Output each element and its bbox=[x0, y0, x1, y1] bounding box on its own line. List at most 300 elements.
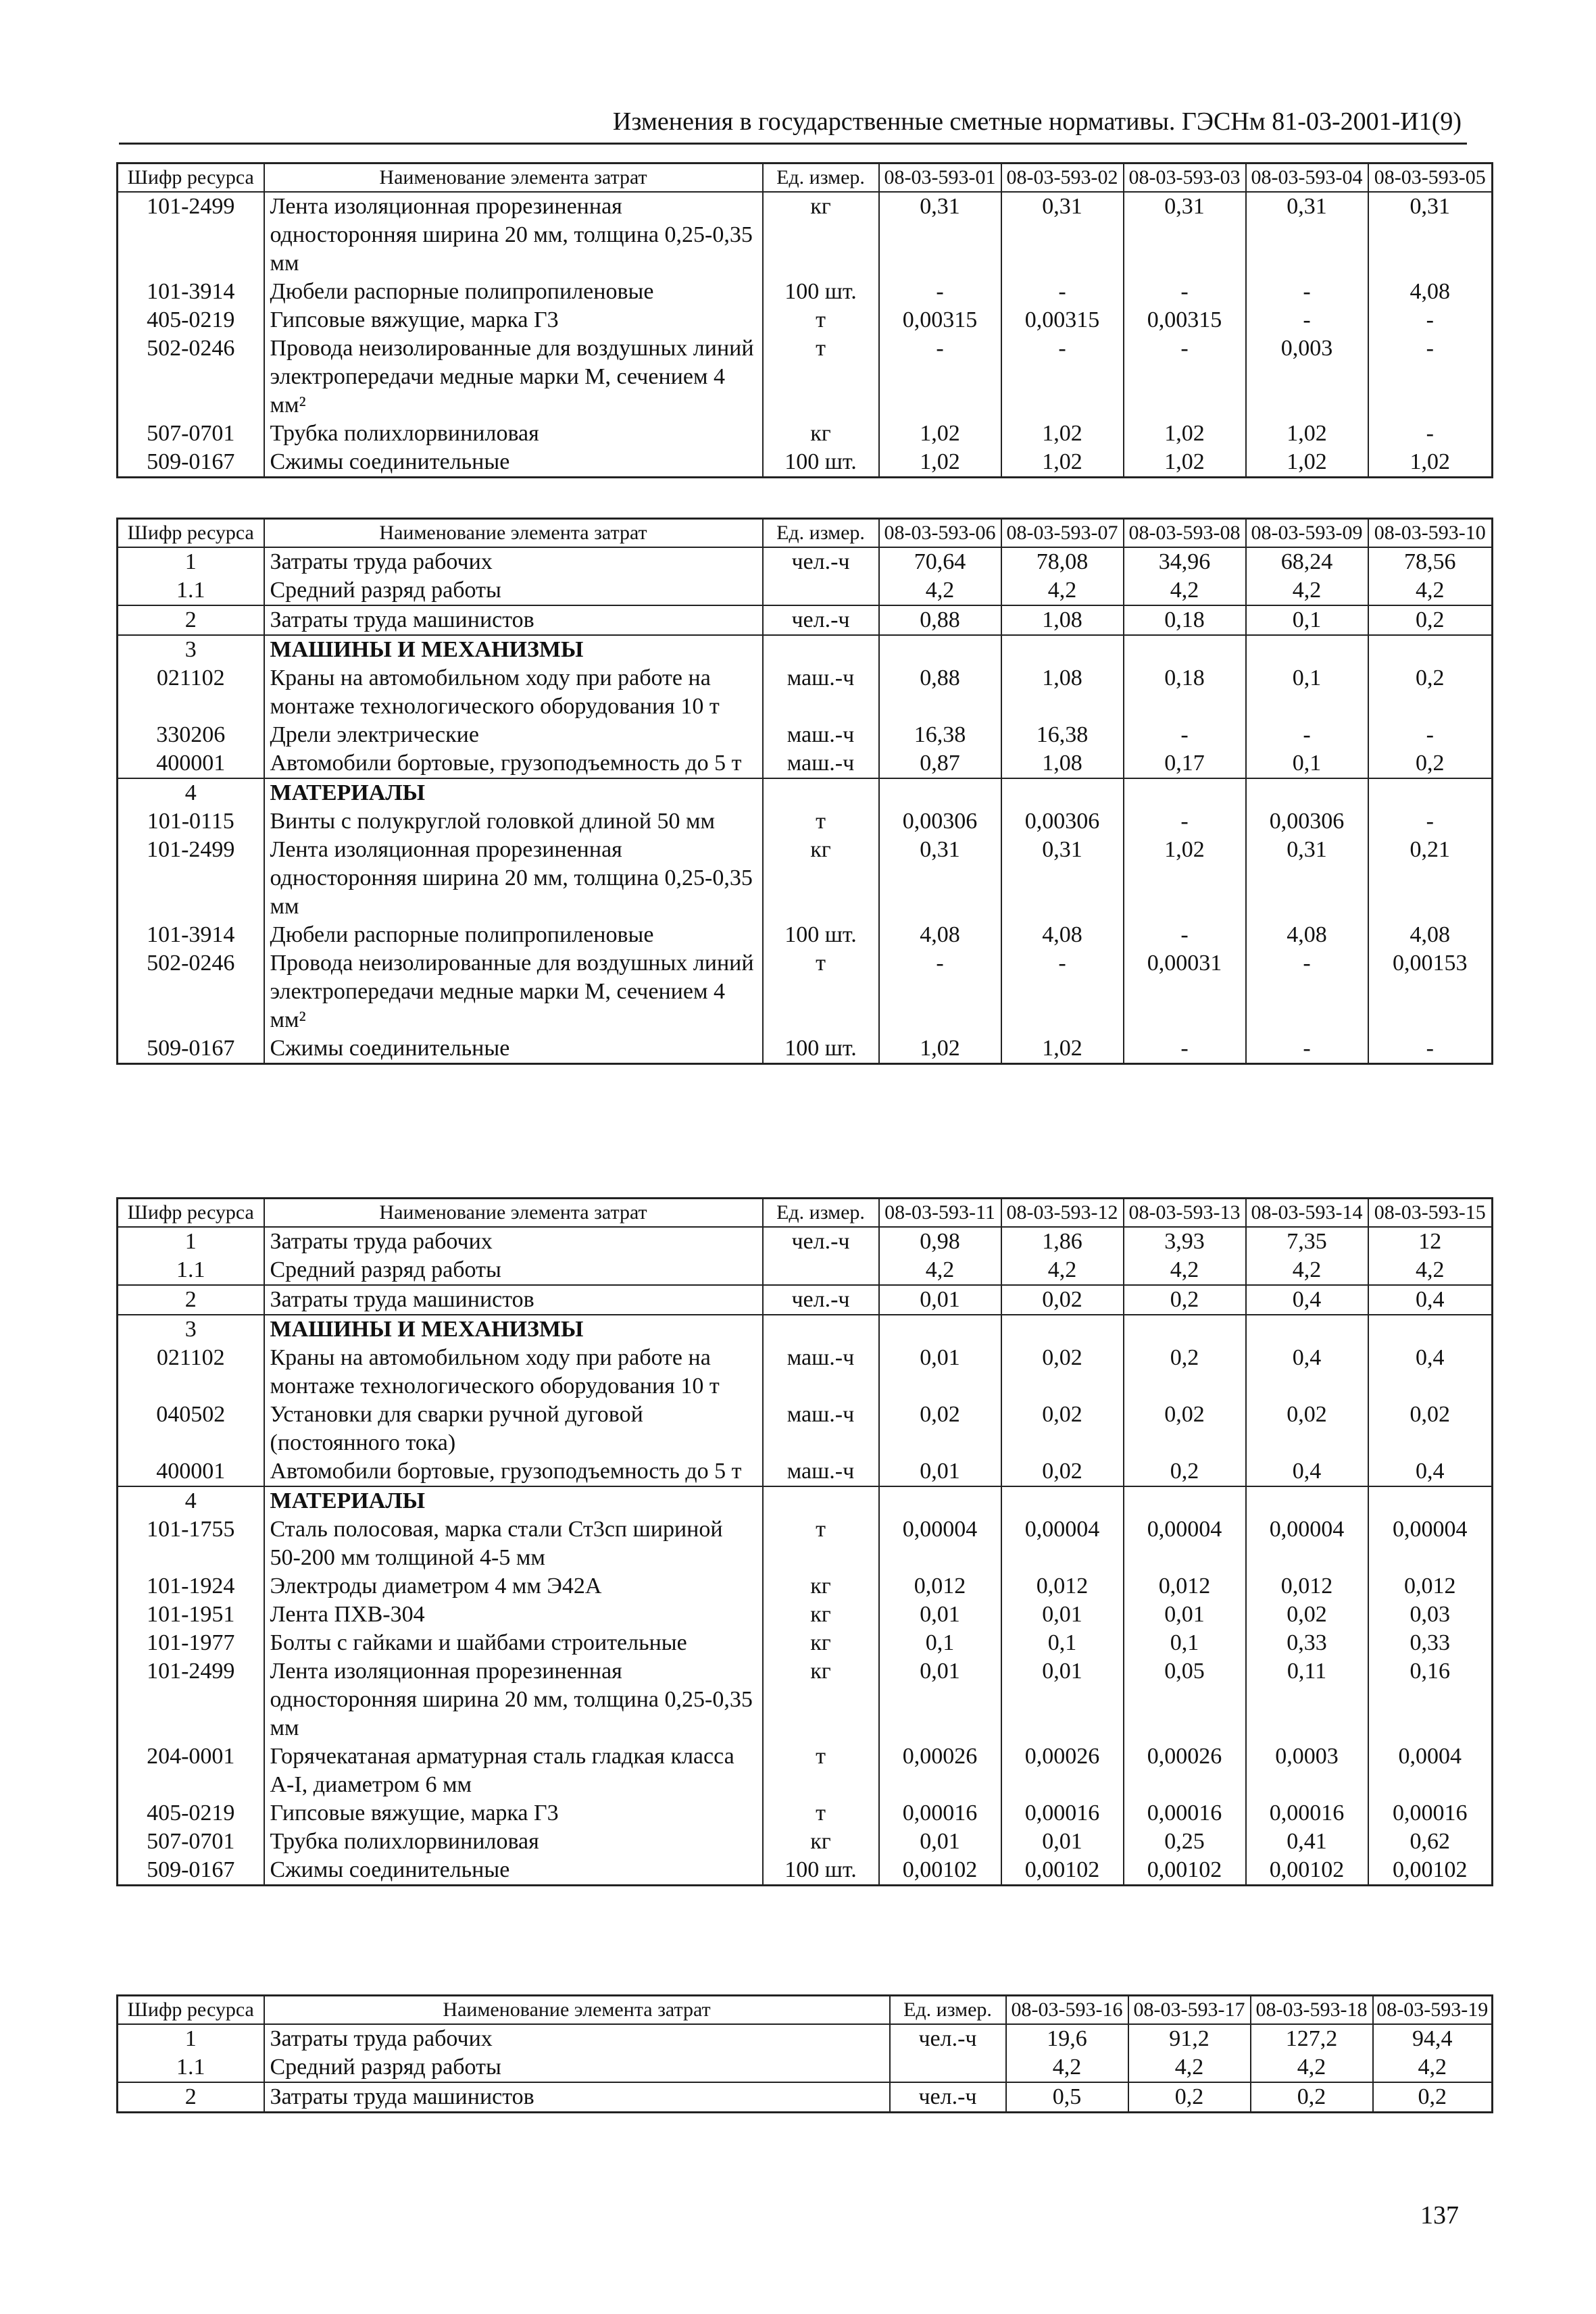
resource-code: 2 bbox=[118, 605, 264, 635]
norm-value bbox=[1368, 635, 1493, 664]
cost-element-name: Средний разряд работы bbox=[264, 1256, 763, 1285]
norm-value: 0,18 bbox=[1124, 664, 1246, 721]
norm-value: 78,56 bbox=[1368, 547, 1493, 576]
norm-value: 16,38 bbox=[1001, 721, 1124, 749]
table-row bbox=[118, 334, 1493, 420]
col-head-norm: 08-03-593-14 bbox=[1246, 1199, 1368, 1228]
col-head-unit: Ед. измер. bbox=[763, 519, 879, 548]
cost-element-name: МАШИНЫ И МЕХАНИЗМЫ bbox=[264, 635, 763, 664]
cost-element-name: Дюбели распорные полипропиленовые bbox=[264, 921, 763, 949]
table-header-row bbox=[118, 1996, 1493, 2025]
norm-value: 0,98 bbox=[879, 1227, 1001, 1256]
norm-value: - bbox=[1124, 278, 1246, 306]
table-row bbox=[118, 1315, 1493, 1344]
norm-value: 0,00016 bbox=[1368, 1799, 1493, 1828]
cost-element-name: Установки для сварки ручной дуговой (постоянного тока) bbox=[264, 1401, 763, 1457]
norm-value: - bbox=[1368, 334, 1493, 420]
norm-value: 1,02 bbox=[1246, 448, 1368, 478]
norms-table-3 bbox=[116, 1197, 1493, 1886]
norm-value: 0,01 bbox=[1001, 1601, 1124, 1629]
resource-code: 101-1977 bbox=[118, 1629, 264, 1657]
norm-value: 0,02 bbox=[1246, 1601, 1368, 1629]
norm-value: - bbox=[879, 949, 1001, 1034]
norm-value: 1,02 bbox=[1001, 1034, 1124, 1064]
col-head-norm: 08-03-593-18 bbox=[1251, 1996, 1373, 2025]
norm-value: 0,00004 bbox=[879, 1515, 1001, 1572]
col-head-name: Наименование элемента затрат bbox=[264, 164, 763, 193]
cost-element-name: Трубка полихлорвиниловая bbox=[264, 420, 763, 448]
norm-value: 16,38 bbox=[879, 721, 1001, 749]
norm-value: 0,01 bbox=[879, 1828, 1001, 1856]
norm-value: 0,00306 bbox=[1001, 807, 1124, 836]
norm-value: 0,88 bbox=[879, 605, 1001, 635]
norm-value: 0,003 bbox=[1246, 334, 1368, 420]
norm-value: 4,2 bbox=[1246, 1256, 1368, 1285]
resource-code: 400001 bbox=[118, 749, 264, 778]
norm-value bbox=[879, 778, 1001, 807]
unit bbox=[763, 1315, 879, 1344]
norm-value: 0,4 bbox=[1246, 1344, 1368, 1401]
table-row bbox=[118, 576, 1493, 605]
norm-value: 1,02 bbox=[1001, 448, 1124, 478]
cost-element-name: МАШИНЫ И МЕХАНИЗМЫ bbox=[264, 1315, 763, 1344]
norm-value: 0,01 bbox=[1124, 1601, 1246, 1629]
cost-element-name: Гипсовые вяжущие, марка Г3 bbox=[264, 306, 763, 334]
norm-value: 3,93 bbox=[1124, 1227, 1246, 1256]
cost-element-name: Провода неизолированные для воздушных линий электропередачи медные марки М, сечением 4 мм² bbox=[264, 334, 763, 420]
norm-value: - bbox=[879, 334, 1001, 420]
resource-code: 502-0246 bbox=[118, 334, 264, 420]
unit: кг bbox=[763, 1629, 879, 1657]
table-row bbox=[118, 192, 1493, 278]
norm-value: - bbox=[1124, 1034, 1246, 1064]
cost-element-name: Затраты труда машинистов bbox=[264, 605, 763, 635]
norm-value: 0,02 bbox=[1368, 1401, 1493, 1457]
unit: чел.-ч bbox=[890, 2024, 1006, 2053]
norm-value: 0,00026 bbox=[879, 1742, 1001, 1799]
table-row bbox=[118, 1601, 1493, 1629]
norm-value: 0,1 bbox=[879, 1629, 1001, 1657]
norm-value: 0,02 bbox=[879, 1401, 1001, 1457]
norm-value: 0,00016 bbox=[1001, 1799, 1124, 1828]
norm-value: 0,21 bbox=[1368, 836, 1493, 921]
norm-value: 0,00004 bbox=[1001, 1515, 1124, 1572]
col-head-norm: 08-03-593-13 bbox=[1124, 1199, 1246, 1228]
table-row bbox=[118, 1344, 1493, 1401]
resource-code: 4 bbox=[118, 1486, 264, 1515]
norm-value: 0,2 bbox=[1128, 2082, 1251, 2113]
norm-value: 0,00153 bbox=[1368, 949, 1493, 1034]
norm-value: 0,2 bbox=[1373, 2082, 1493, 2113]
unit: маш.-ч bbox=[763, 1401, 879, 1457]
col-head-norm: 08-03-593-16 bbox=[1006, 1996, 1128, 2025]
norm-value: - bbox=[1124, 921, 1246, 949]
norm-value: - bbox=[1368, 420, 1493, 448]
norm-value: 70,64 bbox=[879, 547, 1001, 576]
resource-code: 507-0701 bbox=[118, 420, 264, 448]
norm-value: 0,33 bbox=[1368, 1629, 1493, 1657]
norm-value bbox=[1001, 1486, 1124, 1515]
table-row bbox=[118, 721, 1493, 749]
norm-value: 0,2 bbox=[1368, 605, 1493, 635]
table-row bbox=[118, 635, 1493, 664]
norm-value: 0,4 bbox=[1246, 1285, 1368, 1315]
norm-value: 4,2 bbox=[1124, 1256, 1246, 1285]
norm-value: - bbox=[1368, 306, 1493, 334]
norm-value: 0,5 bbox=[1006, 2082, 1128, 2113]
unit bbox=[890, 2053, 1006, 2082]
norm-value: 34,96 bbox=[1124, 547, 1246, 576]
norm-value: - bbox=[1246, 1034, 1368, 1064]
col-head-norm: 08-03-593-15 bbox=[1368, 1199, 1493, 1228]
resource-code: 204-0001 bbox=[118, 1742, 264, 1799]
unit: кг bbox=[763, 192, 879, 278]
unit: маш.-ч bbox=[763, 664, 879, 721]
resource-code: 3 bbox=[118, 1315, 264, 1344]
unit: т bbox=[763, 949, 879, 1034]
norm-value bbox=[1246, 778, 1368, 807]
norm-value: 0,00026 bbox=[1124, 1742, 1246, 1799]
norm-value: 0,2 bbox=[1251, 2082, 1373, 2113]
unit: т bbox=[763, 1742, 879, 1799]
table-row bbox=[118, 1657, 1493, 1742]
resource-code: 021102 bbox=[118, 664, 264, 721]
cost-element-name: Затраты труда рабочих bbox=[264, 547, 763, 576]
cost-element-name: Провода неизолированные для воздушных линий электропередачи медные марки М, сечением 4 мм² bbox=[264, 949, 763, 1034]
norm-value: 0,00315 bbox=[1124, 306, 1246, 334]
norm-value: 0,00102 bbox=[1368, 1856, 1493, 1886]
norm-value: 1,02 bbox=[1368, 448, 1493, 478]
col-head-norm: 08-03-593-12 bbox=[1001, 1199, 1124, 1228]
norm-value: 0,11 bbox=[1246, 1657, 1368, 1742]
norm-value: 0,4 bbox=[1368, 1457, 1493, 1486]
resource-code: 1.1 bbox=[118, 2053, 264, 2082]
norm-value: 4,08 bbox=[1368, 278, 1493, 306]
norm-value: 0,00102 bbox=[1246, 1856, 1368, 1886]
norm-value: 0,02 bbox=[1001, 1457, 1124, 1486]
unit: 100 шт. bbox=[763, 1856, 879, 1886]
norm-value: 0,2 bbox=[1124, 1457, 1246, 1486]
unit: т bbox=[763, 1515, 879, 1572]
table-row bbox=[118, 1742, 1493, 1799]
table-row bbox=[118, 278, 1493, 306]
norm-value: 0,2 bbox=[1368, 749, 1493, 778]
table-row bbox=[118, 306, 1493, 334]
table-row bbox=[118, 921, 1493, 949]
cost-element-name: Лента ПХВ-304 bbox=[264, 1601, 763, 1629]
resource-code: 2 bbox=[118, 1285, 264, 1315]
resource-code: 1.1 bbox=[118, 1256, 264, 1285]
unit: маш.-ч bbox=[763, 1344, 879, 1401]
cost-element-name: Трубка полихлорвиниловая bbox=[264, 1828, 763, 1856]
norm-value: 127,2 bbox=[1251, 2024, 1373, 2053]
resource-code: 1 bbox=[118, 1227, 264, 1256]
unit: чел.-ч bbox=[763, 1285, 879, 1315]
unit: т bbox=[763, 807, 879, 836]
norm-value: - bbox=[1001, 334, 1124, 420]
resource-code: 4 bbox=[118, 778, 264, 807]
resource-code: 502-0246 bbox=[118, 949, 264, 1034]
norm-value: - bbox=[1124, 721, 1246, 749]
norm-value: 0,03 bbox=[1368, 1601, 1493, 1629]
norms-table-2 bbox=[116, 518, 1493, 1065]
norm-value: 0,00004 bbox=[1246, 1515, 1368, 1572]
table-row bbox=[118, 1856, 1493, 1886]
resource-code: 101-2499 bbox=[118, 192, 264, 278]
cost-element-name: Лента изоляционная прорезиненная односторонняя ширина 20 мм, толщина 0,25-0,35 мм bbox=[264, 836, 763, 921]
unit bbox=[763, 635, 879, 664]
unit: маш.-ч bbox=[763, 721, 879, 749]
cost-element-name: Горячекатаная арматурная сталь гладкая класса А-I, диаметром 6 мм bbox=[264, 1742, 763, 1799]
col-head-norm: 08-03-593-07 bbox=[1001, 519, 1124, 548]
unit: 100 шт. bbox=[763, 921, 879, 949]
norm-value: - bbox=[1368, 721, 1493, 749]
table-row bbox=[118, 1457, 1493, 1486]
norm-value: 4,2 bbox=[1001, 1256, 1124, 1285]
resource-code: 101-3914 bbox=[118, 921, 264, 949]
table-row bbox=[118, 1401, 1493, 1457]
norm-value bbox=[1246, 635, 1368, 664]
norm-value: 4,2 bbox=[1246, 576, 1368, 605]
norm-value: - bbox=[1001, 278, 1124, 306]
norm-value: 0,01 bbox=[1001, 1657, 1124, 1742]
unit: маш.-ч bbox=[763, 1457, 879, 1486]
cost-element-name: Средний разряд работы bbox=[264, 2053, 890, 2082]
resource-code: 509-0167 bbox=[118, 448, 264, 478]
norm-value: 0,02 bbox=[1001, 1344, 1124, 1401]
cost-element-name: Краны на автомобильном ходу при работе на монтаже технологического оборудования 10 т bbox=[264, 664, 763, 721]
norm-value: 68,24 bbox=[1246, 547, 1368, 576]
norm-value: 0,00004 bbox=[1368, 1515, 1493, 1572]
norm-value: 0,01 bbox=[879, 1657, 1001, 1742]
norm-value: 4,2 bbox=[1368, 576, 1493, 605]
norm-value: 94,4 bbox=[1373, 2024, 1493, 2053]
unit: кг bbox=[763, 1601, 879, 1629]
norm-value: 0,012 bbox=[879, 1572, 1001, 1601]
resource-code: 1.1 bbox=[118, 576, 264, 605]
norm-value: 0,62 bbox=[1368, 1828, 1493, 1856]
norm-value: 0,31 bbox=[1368, 192, 1493, 278]
norm-value: 4,2 bbox=[879, 576, 1001, 605]
col-head-norm: 08-03-593-06 bbox=[879, 519, 1001, 548]
resource-code: 1 bbox=[118, 2024, 264, 2053]
norm-value: 1,02 bbox=[879, 420, 1001, 448]
norm-value: - bbox=[1246, 278, 1368, 306]
norm-value: - bbox=[1124, 334, 1246, 420]
norm-value: 0,88 bbox=[879, 664, 1001, 721]
norm-value: 0,00026 bbox=[1001, 1742, 1124, 1799]
norm-value bbox=[1001, 1315, 1124, 1344]
norm-value: 4,08 bbox=[879, 921, 1001, 949]
cost-element-name: Сжимы соединительные bbox=[264, 1856, 763, 1886]
col-head-name: Наименование элемента затрат bbox=[264, 1199, 763, 1228]
norm-value: - bbox=[1368, 1034, 1493, 1064]
norm-value: 0,1 bbox=[1246, 664, 1368, 721]
resource-code: 2 bbox=[118, 2082, 264, 2113]
norms-table-1 bbox=[116, 162, 1493, 478]
norm-value: 0,00102 bbox=[1001, 1856, 1124, 1886]
unit: кг bbox=[763, 1572, 879, 1601]
col-head-name: Наименование элемента затрат bbox=[264, 519, 763, 548]
norm-value: 0,00102 bbox=[1124, 1856, 1246, 1886]
norm-value: 4,2 bbox=[879, 1256, 1001, 1285]
table-row bbox=[118, 836, 1493, 921]
norm-value: - bbox=[879, 278, 1001, 306]
resource-code: 3 bbox=[118, 635, 264, 664]
unit: т bbox=[763, 306, 879, 334]
cost-element-name: Гипсовые вяжущие, марка Г3 bbox=[264, 1799, 763, 1828]
unit: 100 шт. bbox=[763, 278, 879, 306]
norm-value: 1,02 bbox=[1124, 420, 1246, 448]
norm-value: 0,2 bbox=[1124, 1344, 1246, 1401]
norm-value: 0,1 bbox=[1246, 749, 1368, 778]
col-head-code: Шифр ресурса bbox=[118, 164, 264, 193]
unit bbox=[763, 1256, 879, 1285]
col-head-norm: 08-03-593-01 bbox=[879, 164, 1001, 193]
col-head-unit: Ед. измер. bbox=[890, 1996, 1006, 2025]
norm-value: 0,00016 bbox=[1246, 1799, 1368, 1828]
norm-value: 1,08 bbox=[1001, 605, 1124, 635]
norm-value: 0,012 bbox=[1001, 1572, 1124, 1601]
norm-value: 0,31 bbox=[1001, 192, 1124, 278]
page-number: 137 bbox=[1420, 2201, 1459, 2230]
table-row bbox=[118, 1572, 1493, 1601]
cost-element-name: Лента изоляционная прорезиненная односторонняя ширина 20 мм, толщина 0,25-0,35 мм bbox=[264, 192, 763, 278]
norm-value: 1,08 bbox=[1001, 664, 1124, 721]
norm-value: 0,2 bbox=[1368, 664, 1493, 721]
col-head-norm: 08-03-593-11 bbox=[879, 1199, 1001, 1228]
norm-value bbox=[879, 1486, 1001, 1515]
norm-value: 0,01 bbox=[1001, 1828, 1124, 1856]
table-row bbox=[118, 1515, 1493, 1572]
resource-code: 507-0701 bbox=[118, 1828, 264, 1856]
norm-value: 0,00102 bbox=[879, 1856, 1001, 1886]
resource-code: 509-0167 bbox=[118, 1034, 264, 1064]
norm-value: 4,2 bbox=[1006, 2053, 1128, 2082]
resource-code: 330206 bbox=[118, 721, 264, 749]
cost-element-name: Автомобили бортовые, грузоподъемность до 5 т bbox=[264, 749, 763, 778]
table-row bbox=[118, 605, 1493, 635]
norm-value: 91,2 bbox=[1128, 2024, 1251, 2053]
table-row bbox=[118, 749, 1493, 778]
norm-value: 1,02 bbox=[879, 448, 1001, 478]
norm-value: 0,4 bbox=[1246, 1457, 1368, 1486]
norm-value: 0,87 bbox=[879, 749, 1001, 778]
table-row bbox=[118, 1256, 1493, 1285]
norm-value: 0,05 bbox=[1124, 1657, 1246, 1742]
norm-value: 0,31 bbox=[1124, 192, 1246, 278]
norm-value: 4,2 bbox=[1124, 576, 1246, 605]
table-row bbox=[118, 778, 1493, 807]
table-header-row bbox=[118, 164, 1493, 193]
norm-value: 0,31 bbox=[1246, 836, 1368, 921]
table-row bbox=[118, 448, 1493, 478]
norm-value: 4,08 bbox=[1001, 921, 1124, 949]
cost-element-name: Краны на автомобильном ходу при работе на монтаже технологического оборудования 10 т bbox=[264, 1344, 763, 1401]
cost-element-name: Электроды диаметром 4 мм Э42А bbox=[264, 1572, 763, 1601]
cost-element-name: Средний разряд работы bbox=[264, 576, 763, 605]
col-head-norm: 08-03-593-04 bbox=[1246, 164, 1368, 193]
col-head-code: Шифр ресурса bbox=[118, 1996, 264, 2025]
resource-code: 040502 bbox=[118, 1401, 264, 1457]
table-row bbox=[118, 1828, 1493, 1856]
cost-element-name: Автомобили бортовые, грузоподъемность до 5 т bbox=[264, 1457, 763, 1486]
resource-code: 1 bbox=[118, 547, 264, 576]
resource-code: 101-2499 bbox=[118, 836, 264, 921]
norm-value bbox=[1124, 1315, 1246, 1344]
cost-element-name: МАТЕРИАЛЫ bbox=[264, 778, 763, 807]
norm-value: 0,17 bbox=[1124, 749, 1246, 778]
resource-code: 101-1755 bbox=[118, 1515, 264, 1572]
table-row bbox=[118, 2053, 1493, 2082]
norm-value: 4,08 bbox=[1246, 921, 1368, 949]
norm-value: 4,2 bbox=[1373, 2053, 1493, 2082]
table-row bbox=[118, 1486, 1493, 1515]
norm-value: 1,02 bbox=[1124, 448, 1246, 478]
norm-value: 0,01 bbox=[879, 1344, 1001, 1401]
norm-value: 0,02 bbox=[1246, 1401, 1368, 1457]
norm-value bbox=[1001, 778, 1124, 807]
norm-value: 0,25 bbox=[1124, 1828, 1246, 1856]
norm-value: 4,2 bbox=[1128, 2053, 1251, 2082]
norm-value bbox=[879, 635, 1001, 664]
norm-value: 1,02 bbox=[1001, 420, 1124, 448]
table-row bbox=[118, 1285, 1493, 1315]
col-head-norm: 08-03-593-05 bbox=[1368, 164, 1493, 193]
norm-value: 0,0003 bbox=[1246, 1742, 1368, 1799]
unit: кг bbox=[763, 1657, 879, 1742]
cost-element-name: Сжимы соединительные bbox=[264, 448, 763, 478]
table-row bbox=[118, 1227, 1493, 1256]
unit: кг bbox=[763, 420, 879, 448]
norm-value: 0,01 bbox=[879, 1285, 1001, 1315]
unit bbox=[763, 1486, 879, 1515]
unit: 100 шт. bbox=[763, 448, 879, 478]
resource-code: 405-0219 bbox=[118, 306, 264, 334]
norm-value: 0,012 bbox=[1124, 1572, 1246, 1601]
unit: т bbox=[763, 334, 879, 420]
norm-value: 0,1 bbox=[1124, 1629, 1246, 1657]
norm-value: 0,0004 bbox=[1368, 1742, 1493, 1799]
col-head-norm: 08-03-593-08 bbox=[1124, 519, 1246, 548]
unit: т bbox=[763, 1799, 879, 1828]
norm-value: 0,1 bbox=[1001, 1629, 1124, 1657]
col-head-norm: 08-03-593-19 bbox=[1373, 1996, 1493, 2025]
resource-code: 101-3914 bbox=[118, 278, 264, 306]
table-row bbox=[118, 1799, 1493, 1828]
norm-value: - bbox=[1246, 721, 1368, 749]
norm-value: 1,08 bbox=[1001, 749, 1124, 778]
page-header: Изменения в государственные сметные нормативы. ГЭСНм 81-03-2001-И1(9) bbox=[119, 103, 1467, 145]
norm-value bbox=[1368, 1486, 1493, 1515]
norm-value: 4,08 bbox=[1368, 921, 1493, 949]
norm-value: 0,4 bbox=[1368, 1285, 1493, 1315]
table-row bbox=[118, 2024, 1493, 2053]
norm-value: 0,1 bbox=[1246, 605, 1368, 635]
norm-value: 0,16 bbox=[1368, 1657, 1493, 1742]
norm-value: 1,86 bbox=[1001, 1227, 1124, 1256]
resource-code: 405-0219 bbox=[118, 1799, 264, 1828]
norm-value: 0,02 bbox=[1001, 1401, 1124, 1457]
cost-element-name: Сталь полосовая, марка стали Ст3сп шириной 50-200 мм толщиной 4-5 мм bbox=[264, 1515, 763, 1572]
norm-value: - bbox=[1246, 306, 1368, 334]
norm-value bbox=[1124, 1486, 1246, 1515]
norm-value: 0,00016 bbox=[879, 1799, 1001, 1828]
cost-element-name: Затраты труда рабочих bbox=[264, 1227, 763, 1256]
cost-element-name: МАТЕРИАЛЫ bbox=[264, 1486, 763, 1515]
unit: кг bbox=[763, 836, 879, 921]
norms-table-4 bbox=[116, 1994, 1493, 2113]
